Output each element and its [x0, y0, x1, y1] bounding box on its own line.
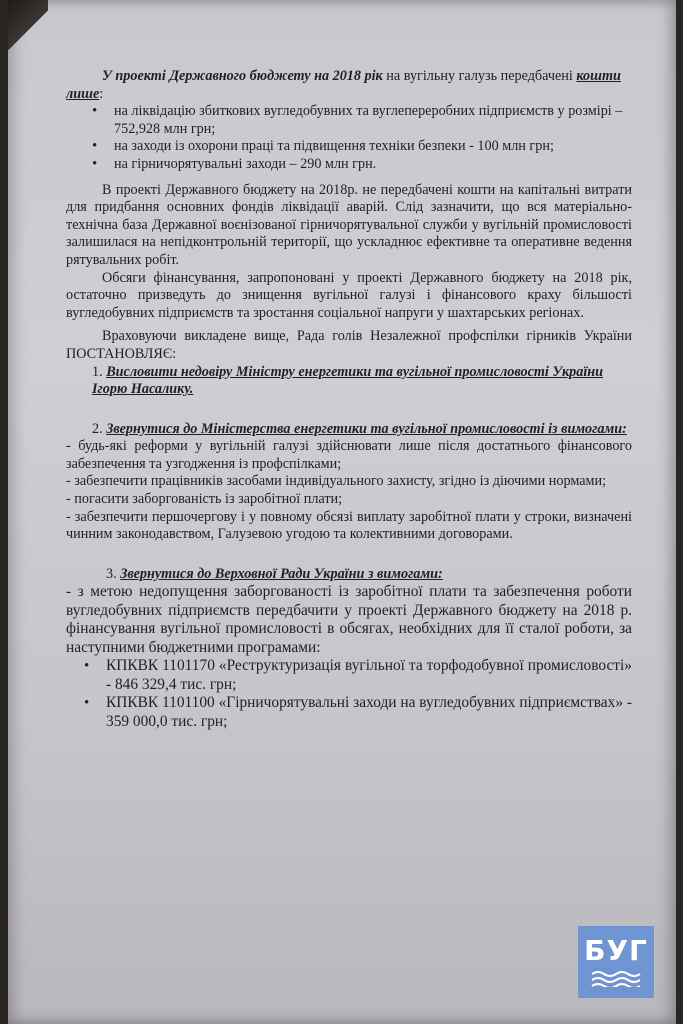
document-page [8, 0, 676, 1024]
resolution-2-heading-row [66, 421, 632, 439]
waves-icon [590, 969, 642, 987]
list-item: • КПКВК 1101100 «Гірничорятувальні заходи на вугледобувних підприємствах» - 359 000,0 тис. грн; [84, 694, 632, 731]
resolution-1-text: Висловити недовіру Міністру енергетики та вугільної промисловості України Ігорю Насалику. [92, 363, 604, 398]
list-item: • на ліквідацію збиткових вугледобувних та вуглепереробних підприємств у розмірі – 752,928 млн грн; [92, 103, 632, 138]
watermark-label: БУГ [584, 934, 648, 967]
requirement-item: - забезпечити працівників засобами індивідуального захисту, згідно із діючими нормами; [66, 473, 607, 490]
intro-paragraph [66, 68, 632, 103]
requirement-item: - погасити заборгованість із заробітної плати; [66, 491, 343, 508]
intro-rest: на вугільну галузь передбачені [382, 68, 577, 84]
program-list [66, 657, 632, 731]
paragraph-capital-costs: В проекті Державного бюджету на 2018р. не передбачені кошти на капітальні витрати для придбання основних фондів ліквідації аварій. Слід зазначити, що вся матеріально-технічна база Державної воєнізованої гірничорятувальної служби у вугільній промисловості залишилася на непідконтрольній території, що ускладнює ефективне та оперативне ведення рятувальних робіт. [66, 181, 632, 268]
document-body [66, 68, 632, 731]
resolution-3-heading-row [66, 566, 632, 584]
requirement-item: - забезпечити першочергову і у повному обсязі виплату заробітної плати у строки, визначені чинним законодавством, Галузевою угодою та колективними договорами. [66, 508, 632, 543]
resolution-2-number: 2. [92, 420, 103, 437]
intro-colon: : [99, 85, 104, 102]
resolution-1 [66, 364, 632, 399]
budget-list [66, 103, 632, 173]
intro-lead: У проекті Державного бюджету на 2018 рік [102, 68, 383, 84]
list-item: • КПКВК 1101170 «Реструктуризація вугільної та торфодобувної промисловості» - 846 329,4 тис. грн; [84, 657, 632, 694]
intro-emphasis: кошти лише [66, 68, 621, 102]
list-item: • на гірничорятувальні заходи – 290 млн грн. [92, 156, 632, 174]
resolution-3-text: - з метою недопущення заборгованості із заробітної плати та забезпечення роботи вугледобувних підприємств передбачити у проекті Державного бюджету на 2018 р. фінансування вугільної промисловості в обсягах, необхідних для її сталої роботи, за наступними бюджетними програмами: [66, 583, 632, 656]
resolution-3-number: 3. [106, 565, 117, 582]
page-fold-shadow [8, 0, 48, 60]
requirement-item: - будь-які реформи у вугільній галузі здійснювати лише після достатнього фінансового забезпечення та узгодження із профспілками; [66, 438, 632, 472]
resolution-2-heading: Звернутися до Міністерства енергетики та вугільної промисловості із вимогами: [106, 420, 627, 437]
watermark-logo [578, 926, 654, 998]
list-item: • на заходи із охорони праці та підвищення техніки безпеки - 100 млн грн; [92, 138, 632, 156]
resolution-1-number: 1. [92, 363, 103, 380]
paragraph-funding: Обсяги фінансування, запропоновані у проекті Державного бюджету на 2018 рік, остаточно призведуть до знищення вугільної галузі і фінансового краху більшості вугледобувних підприємств та зростання соціальної напруги у шахтарських регіонах. [66, 269, 632, 321]
resolution-3-heading: Звернутися до Верховної Ради України з вимогами: [120, 565, 443, 582]
paragraph-resolves: Враховуючи викладене вище, Рада голів Незалежної профспілки гірників України ПОСТАНОВЛЯЄ: [66, 328, 632, 362]
